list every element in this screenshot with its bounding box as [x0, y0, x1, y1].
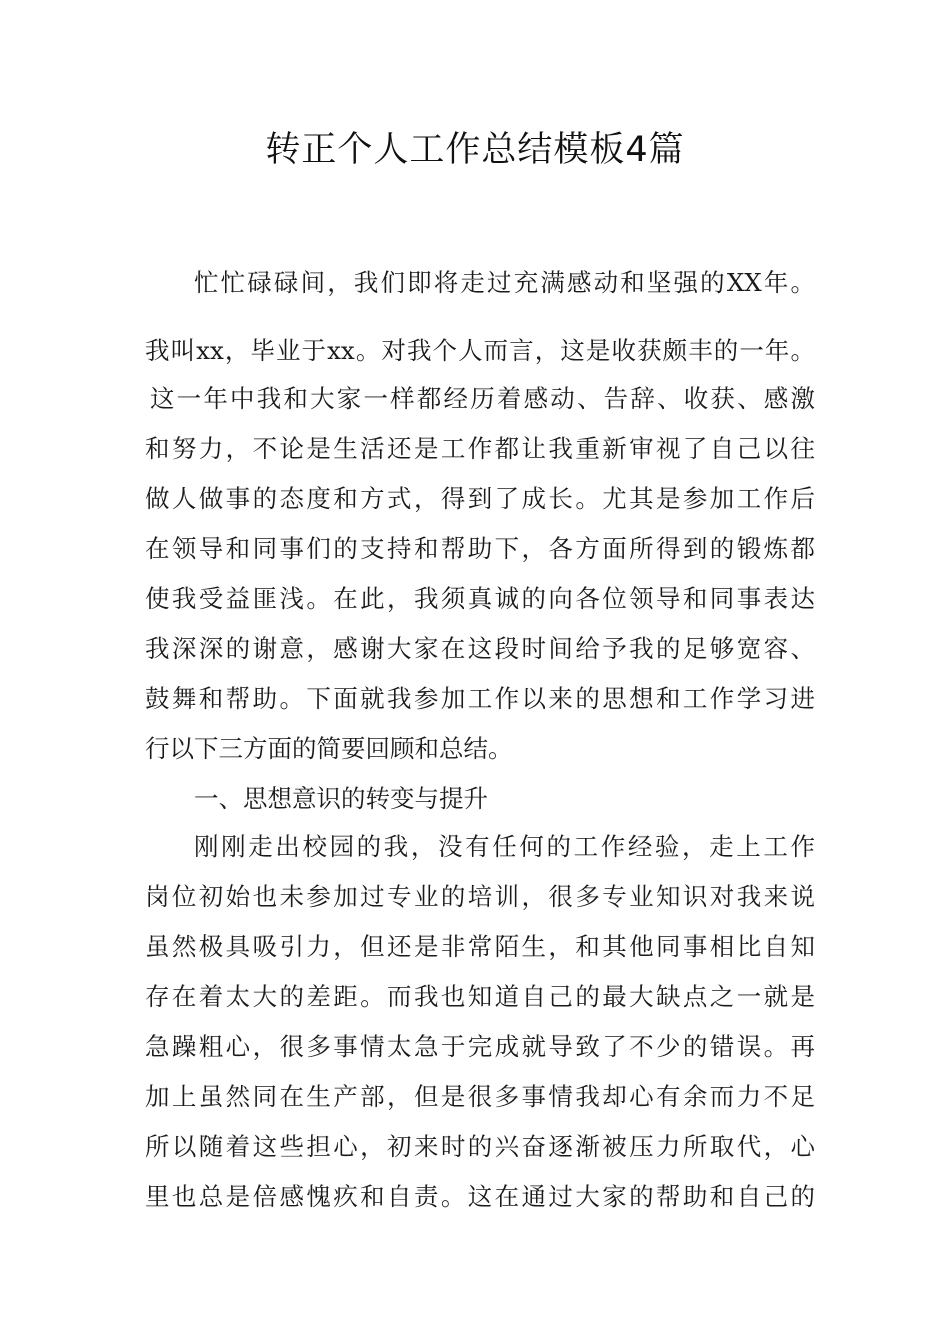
paragraph-line: 这一年中我和大家一样都经历着感动、告辞、收获、感激 — [150, 384, 815, 413]
paragraph-line: 在领导和同事们的支持和帮助下，各方面所得到的锻炼都 — [145, 534, 815, 563]
paragraph-line: 我叫xx，毕业于xx。对我个人而言，这是收获颇丰的一年。 — [145, 336, 815, 365]
paragraph-line: 行以下三方面的简要回顾和总结。 — [145, 734, 513, 763]
paragraph-line: 使我受益匪浅。在此，我须真诚的向各位领导和同事表达 — [145, 584, 815, 613]
paragraph-line: 虽然极具吸引力，但还是非常陌生，和其他同事相比自知 — [145, 932, 815, 961]
paragraph-line: 急躁粗心，很多事情太急于完成就导致了不少的错误。再 — [145, 1032, 815, 1061]
paragraph-line: 加上虽然同在生产部，但是很多事情我却心有余而力不足 — [145, 1082, 815, 1111]
paragraph-line: 和努力，不论是生活还是工作都让我重新审视了自己以往 — [145, 434, 815, 463]
paragraph-line: 存在着太大的差距。而我也知道自己的最大缺点之一就是 — [145, 982, 815, 1011]
document-title: 转正个人工作总结模板4篇 — [265, 130, 685, 170]
paragraph-line: 岗位初始也未参加过专业的培训，很多专业知识对我来说 — [145, 882, 815, 911]
paragraph-line: 刚刚走出校园的我，没有任何的工作经验，走上工作 — [194, 832, 815, 861]
paragraph-line: 里也总是倍感愧疚和自责。这在通过大家的帮助和自己的 — [145, 1182, 815, 1211]
paragraph-line: 我深深的谢意，感谢大家在这段时间给予我的足够宽容、 — [145, 634, 815, 663]
section-heading: 一、思想意识的转变与提升 — [194, 784, 488, 813]
paragraph-line: 做人做事的态度和方式，得到了成长。尤其是参加工作后 — [145, 484, 815, 513]
paragraph-line: 鼓舞和帮助。下面就我参加工作以来的思想和工作学习进 — [145, 684, 815, 713]
paragraph-line: 所以随着这些担心，初来时的兴奋逐渐被压力所取代，心 — [145, 1132, 815, 1161]
paragraph-line: 忙忙碌碌间，我们即将走过充满感动和坚强的XX年。 — [194, 268, 815, 297]
